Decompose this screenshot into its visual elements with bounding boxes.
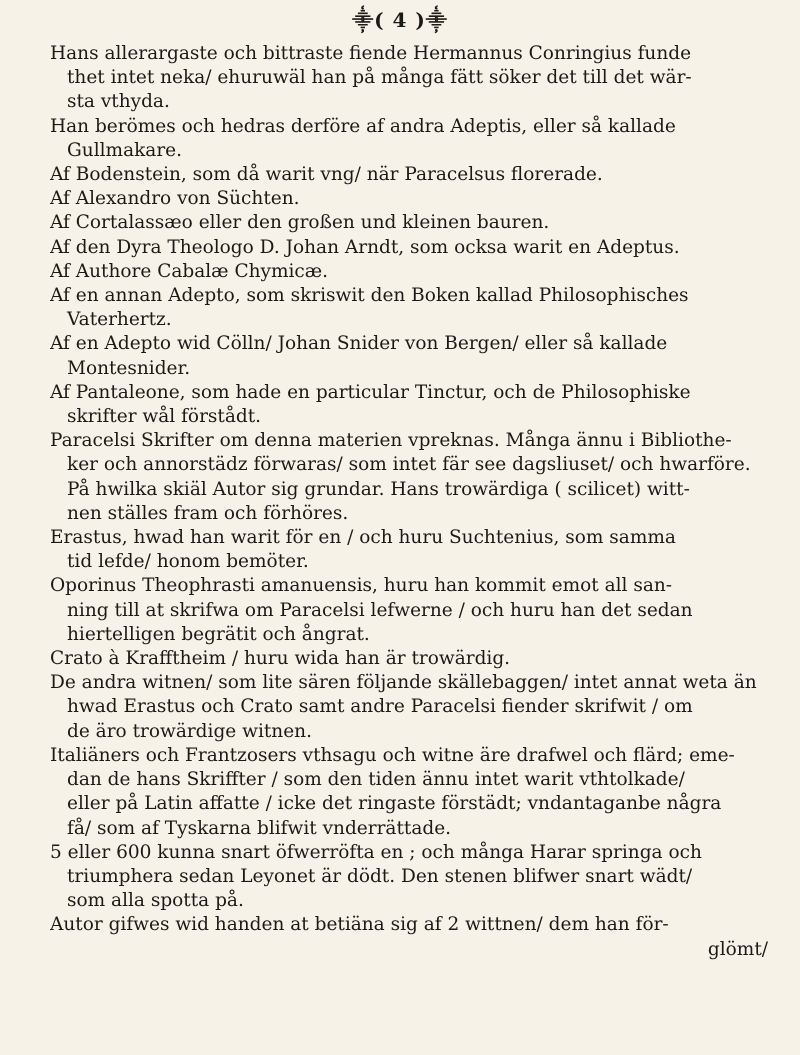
text-line: sta vthyda.	[67, 91, 170, 113]
text-line: de äro trowärdige witnen.	[67, 720, 312, 742]
text-line: Italiäners och Frantzosers vthsagu och witne äre drafwel och flärd; eme-	[50, 744, 735, 766]
text-line: Af Bodenstein, som då warit vng/ när Paracelsus floreradе.	[50, 164, 603, 186]
text-line: eller på Latin affatte / icke det ringaste förstädt; vndantaganbe några	[67, 793, 722, 815]
text-line: Gullmakare.	[67, 139, 183, 161]
text-line: glömt/	[707, 938, 768, 960]
text-line: Af en Adepto wid Cölln/ Johan Snider von Bergen/ eller så kallade	[50, 333, 668, 355]
text-line: Af den Dyra Theologo D. Johan Arndt, som ocksa warit en Adeptus.	[50, 236, 680, 258]
text-line: 5 eller 600 kunna snart öfwerröfta en ; och många Harar springa och	[50, 841, 702, 863]
text-line: Af Pantaleone, som hade en particular Tinctur, och de Philosophiske	[50, 381, 691, 403]
text-line: På hwilka skiäl Autor sig grundar. Hans trowärdiga ( scilicet) witt-	[67, 478, 690, 500]
text-line: ker och annorstädz förwaras/ som intet fär see dagsliuset/ och hwarföre.	[67, 454, 751, 476]
text-line: thet intet neka/ ehuruwäl han på många fätt söker det till det wär-	[67, 67, 692, 89]
text-line: nen ställes fram och förhöres.	[67, 502, 349, 524]
text-line: Crato à Krafftheim / huru wida han är trowärdig.	[50, 648, 511, 670]
text-line: Autor gifwes wid handen at betiäna sig af 2 wittnen/ dem han för-	[50, 914, 669, 936]
text-line: Erastus, hwad han warit för en / och huru Suchtenius, som samma	[50, 527, 676, 549]
text-line: Oporinus Theophrasti amanuensis, huru han kommit emot all san-	[50, 575, 673, 597]
text-line: triumphera sedan Leyonet är dödt. Den stenen blifwer snart wädt/	[67, 865, 693, 887]
text-line: skrifter wål förstådt.	[67, 406, 262, 428]
text-line: hwad Erastus och Crato samt andre Paracelsi fiender skrifwit / om	[67, 696, 693, 718]
text-line: hiertelligen begrätit och ångrat.	[67, 623, 370, 645]
text-line: De andra witnen/ som lite sären följande skällebaggen/ intet annat weta än	[50, 672, 757, 694]
text-line: Vaterhertz.	[67, 309, 172, 331]
text-line: tid lefde/ honom bemöter.	[67, 551, 309, 573]
text-line: ning till at skrifwa om Paracelsi lefwerne / och huru han det sedan	[67, 599, 693, 621]
text-line: Montesnider.	[67, 357, 191, 379]
text-line: Hans allerargaste och bittraste fiende Hermannus Conringius funde	[50, 43, 692, 64]
text-line: dan de hans Skriffter / som den tiden ännu intet warit vthtolkade/	[67, 769, 685, 791]
text-line: Paracelsi Skrifter om denna materien vpreknas. Många ännu i Bibliothe-	[50, 430, 732, 452]
text-line: Han berömes och hedras derföre af andra Adeptis, eller så kallade	[50, 115, 676, 137]
page-header: ⸎( 4 )⸎	[352, 8, 448, 32]
text-line: Af en annan Adepto, som skriswit den Boken kallad Philosophisches	[50, 285, 689, 307]
text-line: Af Cortalassæo eller den großen und kleinen bauren.	[50, 212, 550, 234]
text-line: Af Alexandro von Süchten.	[50, 188, 300, 210]
text-line: Af Authore Cabalæ Chymicæ.	[50, 260, 329, 282]
text-line: få/ som af Tyskarna blifwit vnderrättade.	[67, 817, 452, 839]
page-body	[50, 42, 770, 962]
text-line: som alla spotta på.	[67, 890, 244, 912]
